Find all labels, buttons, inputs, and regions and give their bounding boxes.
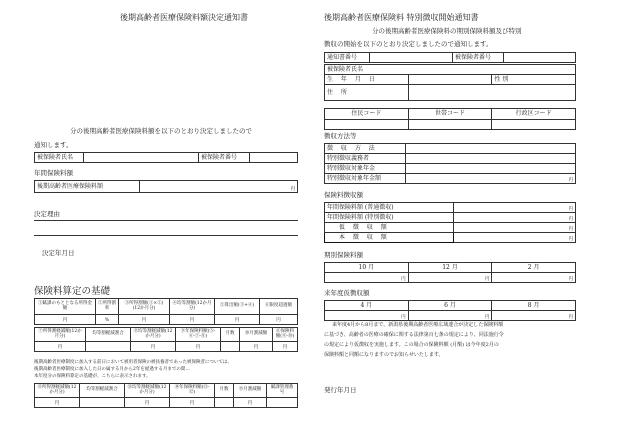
next-yen: 円 xyxy=(325,311,409,321)
basis3-header: 賦課管理番号 xyxy=(267,384,298,398)
method-row-label: 特別徴収対象年金 xyxy=(325,164,406,174)
reason-label: 決定理由 xyxy=(34,210,60,218)
basis2-header: ⑪保険料額(⑨-⑩) xyxy=(273,328,298,342)
annual-row-label: 後期高齢者医療保険料額 xyxy=(35,181,140,193)
address-value xyxy=(408,85,575,101)
method-title: 徴収方法等 xyxy=(324,132,357,140)
basis2-unit: 円 xyxy=(131,342,176,352)
basis3-header: ⑫所得割軽減額(12か月分) xyxy=(35,384,80,398)
right-intro-line1: 分の後期高齢者医療保険料の期別保険料額及び特別 xyxy=(372,27,522,35)
next-table xyxy=(324,300,576,321)
basis3-header: 均等割軽減割合 xyxy=(80,384,125,398)
annual-table xyxy=(34,180,298,193)
notice-number-value xyxy=(370,53,453,63)
period-yen: 円 xyxy=(325,273,409,283)
basis-unit: 円 xyxy=(119,315,170,325)
left-title: 後期高齢者医療保険料額決定通知書 xyxy=(120,13,248,22)
basis-header-income-levy: ③所得割額(①×②)(12か月分) xyxy=(119,299,170,315)
amount-row-label: 年間保険料額 (特別徴収) xyxy=(325,213,454,223)
right-insured-number-label: 被保険者番号 xyxy=(453,53,504,63)
birthdate-label: 生 年 月 日 xyxy=(325,75,409,85)
basis-table-2 xyxy=(34,327,298,352)
next-month: 8 月 xyxy=(492,301,576,311)
basis-unit: 円 xyxy=(170,315,215,325)
codes-table xyxy=(324,108,576,130)
period-yen: 円 xyxy=(408,273,492,283)
amount-row-label: 仮 徴 収 額 xyxy=(325,223,454,233)
period-table xyxy=(324,262,576,283)
method-row-value xyxy=(406,144,576,154)
basis3-unit xyxy=(215,398,234,408)
method-table xyxy=(324,143,576,184)
period-month: 10 月 xyxy=(325,263,409,273)
amount-table xyxy=(324,202,576,243)
basis3-header: ⑮月割減額 xyxy=(234,384,267,398)
basis2-header: ⑨年保険料額(⑤-⑥-⑦-⑧) xyxy=(176,328,221,342)
right-title: 後期高齢者医療保険料 特別徴収開始通知書 xyxy=(324,13,479,22)
method-row-value xyxy=(406,164,576,174)
basis-header-rate: ②所得割率 xyxy=(96,299,119,315)
basis3-unit: 円 xyxy=(125,398,170,408)
amount-row-yen: 円 xyxy=(454,213,576,223)
reason-line-1 xyxy=(34,220,298,221)
basis2-header: ⑩月割減額 xyxy=(240,328,273,342)
explain-line-4: 保険料額と同額になりますのでお知らせいたします。 xyxy=(324,352,444,358)
resident-code-label: 住民コード xyxy=(325,109,409,120)
period-month: 2 月 xyxy=(492,263,576,273)
next-month: 4 月 xyxy=(325,301,409,311)
basis-table-1 xyxy=(34,298,298,325)
basis-title: 保険料算定の基礎 xyxy=(34,286,111,297)
insured-info-table xyxy=(324,64,576,101)
basis2-header: ⑧均等割軽減額(12か月分) xyxy=(131,328,176,342)
basis-header-income: ①賦課のもととなる所得金額 xyxy=(35,299,96,315)
basis3-unit xyxy=(80,398,125,408)
basis-unit: 円 xyxy=(260,315,298,325)
household-code-label: 世帯コード xyxy=(408,109,492,120)
method-row-label: 特別徴収義務者 xyxy=(325,154,406,164)
method-row-label: 特別徴収対象年金額 xyxy=(325,174,406,184)
notice-number-table xyxy=(324,52,576,63)
next-yen: 円 xyxy=(492,311,576,321)
basis-unit: 円 xyxy=(35,315,96,325)
basis3-unit xyxy=(267,398,298,408)
basis-header-calculated: ⑤算出額(③+④) xyxy=(215,299,260,315)
insured-name-value xyxy=(84,153,199,163)
basis2-unit: 円 xyxy=(273,342,298,352)
amount-row-yen: 円 xyxy=(454,223,576,233)
basis-header-equal-levy: ④均等割額(12か月分) xyxy=(170,299,215,315)
notice-number-label: 通知書番号 xyxy=(325,53,370,63)
next-month: 6 月 xyxy=(408,301,492,311)
district-code-label: 行政区コード xyxy=(492,109,576,120)
annual-label: 年間保険料額 xyxy=(34,169,73,177)
explain-line-3: の規定により仮徴収を実施します。この場合の保険料額 (月額) は今年度2月の xyxy=(324,342,499,348)
basis-unit: 円 xyxy=(215,315,260,325)
basis-note-2: 後期高齢者医療制度に加入した日の属する月から2年を経過する月までの間… xyxy=(34,367,190,372)
basis3-header: ⑬均等割軽減額(12か月分) xyxy=(125,384,170,398)
explain-line-1: 来年度4月から8月まで、新潟県後期高齢者医療広域連合が決定した保険料額 xyxy=(332,322,504,328)
household-code-value xyxy=(408,120,492,130)
birthdate-value xyxy=(408,75,492,85)
next-yen: 円 xyxy=(408,311,492,321)
amount-row-yen: 円 xyxy=(454,203,576,213)
insured-number-value xyxy=(250,153,298,163)
basis-table-3 xyxy=(34,383,298,408)
right-insured-name-label: 被保険者氏名 xyxy=(325,65,576,75)
basis2-header: 均等割軽減割合 xyxy=(86,328,131,342)
period-title: 期別保険料額 xyxy=(324,251,363,259)
amount-row-yen: 円 xyxy=(454,233,576,243)
left-insured-table xyxy=(34,152,298,163)
gender-label: 性 別 xyxy=(492,75,576,85)
period-yen: 円 xyxy=(492,273,576,283)
decision-date-label: 決定年月日 xyxy=(42,249,75,257)
period-month: 12 月 xyxy=(408,263,492,273)
basis2-unit xyxy=(86,342,131,352)
next-title: 来年度仮徴収額 xyxy=(324,289,370,297)
basis2-unit: 円 xyxy=(240,342,273,352)
basis3-unit: 円 xyxy=(234,398,267,408)
explain-line-2: に基づき、高齢者の医療の確保に関する法律第百七条の規定により、同法施行令 xyxy=(324,332,504,338)
left-intro-line2: 通知します。 xyxy=(34,141,73,149)
reason-line-2 xyxy=(34,235,298,236)
basis2-header: 月数 xyxy=(221,328,240,342)
address-label: 住 所 xyxy=(325,85,409,101)
basis-header-excess: ⑥限度超過額 xyxy=(260,299,298,315)
basis2-header: ⑦所得割軽減額(12か月分) xyxy=(35,328,86,342)
right-intro-line2: 徴収の開始を以下のとおり決定しましたので通知します。 xyxy=(324,40,493,48)
basis2-unit: 円 xyxy=(35,342,86,352)
basis3-unit: 円 xyxy=(35,398,80,408)
issue-date-label: 発行年月日 xyxy=(324,386,357,394)
insured-number-label: 被保険者番号 xyxy=(199,153,250,163)
basis3-header: ⑭年保険料額(⑪-⑫) xyxy=(170,384,215,398)
amount-title: 保険料徴収額 xyxy=(324,191,363,199)
resident-code-value xyxy=(325,120,409,130)
basis3-unit: 円 xyxy=(170,398,215,408)
basis-note-1: 後期高齢者医療制度に加入する前日において被用者保険の被扶養者であった被保険者については、 xyxy=(34,360,232,365)
right-insured-number-value xyxy=(504,53,576,63)
method-row-value xyxy=(406,154,576,164)
annual-yen: 円 xyxy=(140,181,298,193)
method-row-yen: 円 xyxy=(406,174,576,184)
basis2-unit: 円 xyxy=(176,342,221,352)
insured-name-label: 被保険者氏名 xyxy=(35,153,84,163)
basis2-unit xyxy=(221,342,240,352)
district-code-value xyxy=(492,120,576,130)
basis3-header: 月数 xyxy=(215,384,234,398)
basis-unit: % xyxy=(96,315,119,325)
amount-row-label: 年間保険料額 (普通徴収) xyxy=(325,203,454,213)
left-intro-line1: 分の後期高齢者医療保険料額を以下のとおり決定しましたので xyxy=(70,127,252,135)
basis-note-3: 本年度分の保険料算定の基礎が、こちらに表示されます。 xyxy=(34,374,151,379)
method-row-label: 徴 収 方 法 xyxy=(325,144,406,154)
amount-row-label: 本 徴 収 額 xyxy=(325,233,454,243)
